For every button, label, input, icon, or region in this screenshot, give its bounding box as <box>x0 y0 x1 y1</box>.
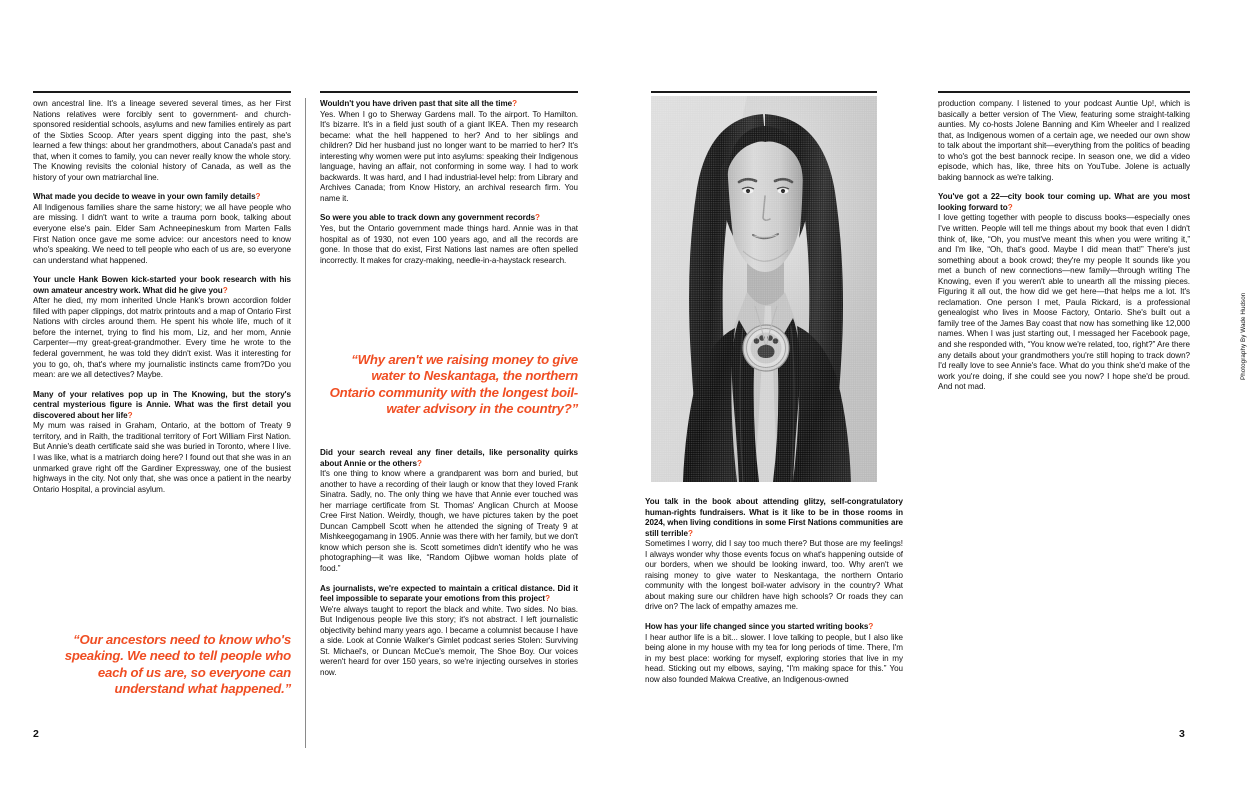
answer-8: Sometimes I worry, did I say too much there? But those are my feelings! I always wonder why those events focus on what's happening outside of our borders, when we should be looking inward, too. Why aren't we raising money to give water to Neskantaga, the northern Ontario community with the longest boil-water advisory in the country? What about making sure our children have high schools? Or roads they can drive on? The lack of empathy amazes me. <box>645 539 903 612</box>
question-mark-icon: ? <box>127 410 133 420</box>
continued-paragraph-right: production company. I listened to your podcast Auntie Up!, which is basically a better version of The View, featuring some straight-talking aunties. My co-hosts Jolene Banning and Kim Wheeler and I realized that, as Indigenous women of a certain age, we needed our own show to talk about the important shit—everything from the politics of beading to who's got the best bannock recipe. In season one, we did a video episode, which has, like, three hits on YouTube. Jolene is actually baking bannock as we're talking. <box>938 99 1190 182</box>
page-number-right: 3 <box>1179 728 1185 740</box>
question-9 <box>645 622 903 685</box>
column-3 <box>645 497 903 685</box>
answer-3: My mum was raised in Graham, Ontario, at the bottom of Treaty 9 territory, and in Raith, the traditional territory of Fort William First Nation. But Annie's death certificate said she was buried in Toronto, where I live. I was like, what is a matriarch doing here? I found out that she was in an unmarked grave right off the Gardiner Expressway, one of the busiest highways in the city. Not only that, she was once a patient in the nearby Ontario Hospital, a provincial asylum. <box>33 421 291 494</box>
question-5-text: So were you able to track down any government records <box>320 213 536 223</box>
question-mark-icon: ? <box>687 528 693 538</box>
top-rule-column-4 <box>938 91 1190 93</box>
page-number-left: 2 <box>33 728 39 740</box>
answer-9: I hear author life is a bit... slower. I love talking to people, but I also like being alone in my house with my tea for long periods of time. There, I'm in my best place: working for myself, exploring stories that live in my head. Sticking out my elbows, saying, “I'm making space for this.” You now also founded Makwa Creative, an Indigenous-owned <box>645 632 903 684</box>
answer-4: Yes. When I go to Sherway Gardens mall. To the airport. To Hamilton. It's bizarre. It's in a field just south of a giant IKEA. Then my research became: what the hell happened to her? And to her siblings and children? Did her husband just no longer want to be married to her? It's interesting why women were put into asylums: speaking their Indigenous language, having an affair, not conforming in some way. I had to work backwards. It was hard, and I had industrial-level help: from Library and Archives Canada; from Know History, an archival research firm. You name it. <box>320 109 578 203</box>
question-10 <box>938 192 1190 392</box>
question-mark-icon: ? <box>222 285 228 295</box>
pullquote-column-2: “Why aren't we raising money to give water to Neskantaga, the northern Ontario community with the longest boil-water advisory in the country?” <box>329 352 578 417</box>
question-8-text: You talk in the book about attending glitzy, self-congratulatory human-rights fundraisers. What is it like to be in those rooms in 2024, when living conditions in some First Nations communities are still terrible <box>645 497 903 538</box>
answer-10: I love getting together with people to discuss books—especially ones I've written. People will tell me things about my book that even I didn't think of, like, “Oh, you must've meant this when you were writing it,” and I'm like, “Oh, that's good. Maybe I did mean that!” There's just something about a book crowd; they're my people It sounds like you met a bunch of new connections—new family—through writing The Knowing, even if you weren't able to unearth all the missing pieces. Figuring it all out, the how did we get here—that helps me a lot. It's reclamation. One person I met, Paula Rickard, is a professional genealogist who lives in Moose Factory, Ontario. She's built out a family tree of the James Bay coast that now has something like 12,000 names. When I was just starting out, I messaged her Facebook page, and she responded with, “You know we're related, too, right?” Are there any details about your grandmothers you're still hoping to track down? I'd really love to see Annie's face. What do you think she'd make of the work you're doing, if she could see you now? I hope she'd be proud. And not mad. <box>938 213 1190 392</box>
question-mark-icon: ? <box>868 622 874 632</box>
column-2 <box>320 99 578 266</box>
left-page <box>0 0 612 792</box>
right-page <box>612 0 1247 792</box>
question-6 <box>320 448 578 575</box>
question-1 <box>33 192 291 266</box>
question-mark-icon: ? <box>535 213 540 223</box>
question-7-text: As journalists, we're expected to maintain a critical distance. Did it feel impossible to separate your emotions from this project <box>320 583 578 604</box>
question-2-text: Your uncle Hank Bowen kick-started your book research with his own amateur ancestry work. What did he give you <box>33 275 291 295</box>
question-mark-icon: ? <box>416 458 422 468</box>
column-2-lower <box>320 448 578 678</box>
question-mark-icon: ? <box>512 99 518 108</box>
column-divider-left-page <box>305 98 306 748</box>
question-8 <box>645 497 903 613</box>
top-rule-photo <box>651 91 877 93</box>
portrait-photo <box>651 96 877 482</box>
answer-7: We're always taught to report the black and white. Two sides. No bias. But Indigenous people live this story; it's not abstract. I left journalistic objectivity behind many years ago. I became a columnist because I have a side. Look at Connie Walker's Gimlet podcast series Stolen: Surviving St. Michael's, or Duncan McCue's memoir, The Shoe Boy. Our voices weren't heard for over 150 years, so we're injecting ourselves in stories now. <box>320 604 578 677</box>
question-mark-icon: ? <box>255 192 261 202</box>
answer-5: Yes, but the Ontario government made things hard. Annie was in that hospital as of 1930, not even 100 years ago, and all the records are gone. In those that do exist, First Nations last names are often spelled incorrectly. It makes for crazy-making, needle-in-a-haystack research. <box>320 224 578 265</box>
continued-paragraph: own ancestral line. It's a lineage severed several times, as her First Nations relatives were forcibly sent to government- and church-sponsored residential schools, asylums and new families entirely as part of the Sixties Scoop. After years spent digging into the past, she's learned a few things: about her grandmothers, about Canada's past and that, when it comes to family, you can never really know the whole story. The Knowing revisits the colonial history of Canada, as well as the history of your own matriarchal line. <box>33 99 291 182</box>
question-7 <box>320 584 578 679</box>
answer-6: It's one thing to know where a grandparent was born and buried, but another to have a recording of their laugh or know that they loved Frank Sinatra. Sadly, no. The only thing we have that Annie ever touched was her marriage certificate from St. Thomas' Anglican Church at Moose Cree First Nation. Weirdly, though, we have pictures taken by the poet Duncan Campbell Scott when he attended the signing of Treaty 9 at Mishkeegogamang in 1905. Annie was there with her family, but we don't know which person she is. Scott sometimes didn't identify who he was photographing—it was like, “Random Ojibwe woman holds plate of food.” <box>320 469 578 574</box>
question-5 <box>320 213 578 266</box>
answer-1: All Indigenous families share the same history; we all have people who are missing. I didn't want to write a trauma porn book, talking about everyone else's pain. Elder Sam Achneepineskum from Marten Falls First Nation once gave me some advice: our ancestors need to know who's speaking. We need to tell people who each of us are, so everyone can understand what happened. <box>33 202 291 265</box>
top-rule-column-2 <box>320 91 578 93</box>
question-3 <box>33 390 291 495</box>
portrait-photo-graphic <box>651 96 877 482</box>
column-4 <box>938 99 1190 393</box>
question-mark-icon: ? <box>545 594 550 604</box>
question-9-text: How has your life changed since you started writing books <box>645 622 869 632</box>
answer-2: After he died, my mom inherited Uncle Hank's brown accordion folder filled with paper clippings, dot matrix printouts and a map of Ontario First Nations with circles around them. He spent his whole life, much of it before the internet, trying to find his mom, Liz, and her mom, Annie Carpenter—my great-great-grandmother. Every time he wrote to the federal government, he was told they didn't exist. Was it interesting for you to go, oh, that's where my journalistic instincts came from?Do you mean: are we all detectives? Maybe. <box>33 296 291 380</box>
question-2 <box>33 275 291 380</box>
question-4-text: Wouldn't you have driven past that site all the time <box>320 99 513 108</box>
question-4 <box>320 99 578 204</box>
top-rule-column-1 <box>33 91 291 93</box>
question-mark-icon: ? <box>1007 202 1013 212</box>
question-6-text: Did your search reveal any finer details, like personality quirks about Annie or the others <box>320 448 578 468</box>
pullquote-column-1: “Our ancestors need to know who's speaking. We need to tell people who each of us are, so everyone can understand what happened.” <box>64 632 291 697</box>
question-1-text: What made you decide to weave in your own family details <box>33 192 256 202</box>
photo-credit: Photography By Wade Hudson <box>1240 292 1247 380</box>
column-1 <box>33 99 291 495</box>
question-10-text: You've got a 22—city book tour coming up. What are you most looking forward to <box>938 192 1190 212</box>
question-3-text: Many of your relatives pop up in The Knowing, but the story's central mysterious figure is Annie. What was the first detail you discovered about her life <box>33 389 291 420</box>
